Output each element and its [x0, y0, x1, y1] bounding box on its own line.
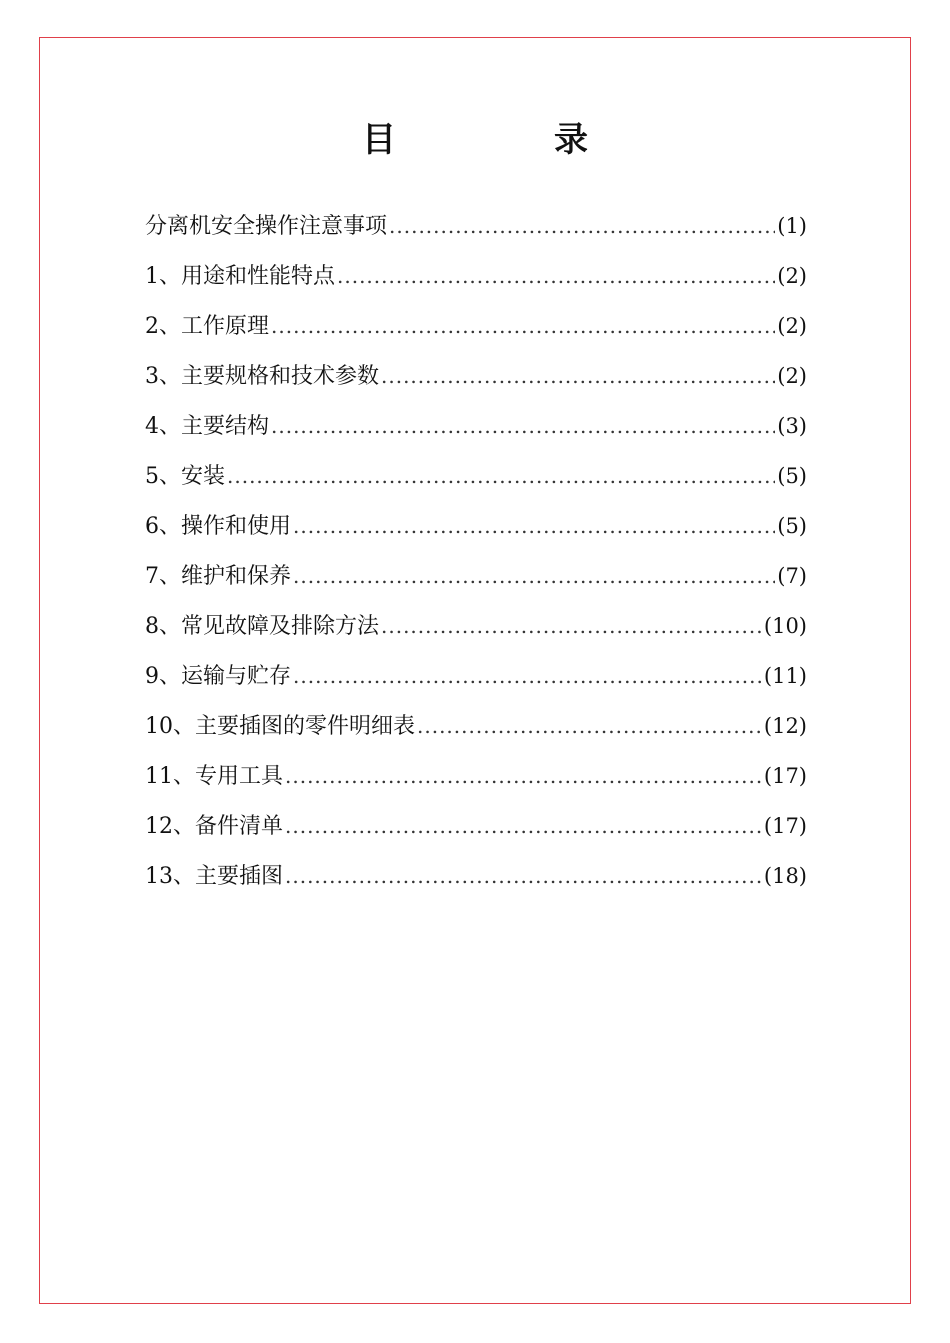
toc-dot-leader	[389, 206, 775, 246]
toc-item-label: 分离机安全操作注意事项	[145, 214, 388, 239]
toc-item-page: (2)	[777, 314, 807, 338]
toc-item-label: 13、主要插图	[145, 864, 283, 889]
toc-dot-leader	[293, 556, 775, 596]
toc-item-label: 10、主要插图的零件明细表	[145, 714, 415, 739]
toc-item-page: (7)	[777, 564, 807, 588]
toc-item[interactable]	[145, 406, 807, 456]
toc-item-page: (1)	[777, 214, 807, 238]
toc-dot-leader	[285, 856, 762, 896]
toc-item[interactable]	[145, 756, 807, 806]
toc-item-page: (11)	[763, 664, 807, 688]
toc-item[interactable]	[145, 356, 807, 406]
toc-item[interactable]	[145, 256, 807, 306]
toc-item-label: 7、维护和保养	[145, 564, 291, 589]
toc-dot-leader	[293, 506, 775, 546]
toc-item-page: (2)	[777, 364, 807, 388]
toc-item-page: (18)	[763, 864, 807, 888]
table-of-contents	[145, 206, 807, 906]
toc-dot-leader	[271, 406, 775, 446]
toc-item-label: 4、主要结构	[145, 414, 269, 439]
toc-item-label: 2、工作原理	[145, 314, 269, 339]
toc-item-page: (3)	[777, 414, 807, 438]
toc-item-label: 8、常见故障及排除方法	[145, 614, 379, 639]
toc-item[interactable]	[145, 706, 807, 756]
toc-item[interactable]	[145, 306, 807, 356]
toc-item-label: 3、主要规格和技术参数	[145, 364, 379, 389]
toc-item-label: 6、操作和使用	[145, 514, 291, 539]
toc-item[interactable]	[145, 556, 807, 606]
toc-item[interactable]	[145, 656, 807, 706]
toc-item[interactable]	[145, 606, 807, 656]
toc-item-page: (17)	[763, 814, 807, 838]
toc-item-label: 1、用途和性能特点	[145, 264, 335, 289]
toc-dot-leader	[285, 806, 762, 846]
toc-item-label: 12、备件清单	[145, 814, 283, 839]
toc-dot-leader	[417, 706, 762, 746]
toc-dot-leader	[337, 256, 775, 296]
toc-item-page: (5)	[777, 514, 807, 538]
toc-item-label: 11、专用工具	[145, 764, 283, 789]
toc-item[interactable]	[145, 856, 807, 906]
toc-item-label: 9、运输与贮存	[145, 664, 291, 689]
toc-item[interactable]	[145, 506, 807, 556]
toc-item-label: 5、安装	[145, 464, 225, 489]
toc-dot-leader	[285, 756, 762, 796]
toc-item-page: (5)	[777, 464, 807, 488]
toc-dot-leader	[293, 656, 762, 696]
toc-item-page: (17)	[763, 764, 807, 788]
page-title: 目 录	[362, 120, 650, 160]
toc-item[interactable]	[145, 206, 807, 256]
toc-dot-leader	[381, 606, 762, 646]
toc-item-page: (2)	[777, 264, 807, 288]
toc-dot-leader	[381, 356, 775, 396]
toc-item-page: (10)	[763, 614, 807, 638]
toc-item[interactable]	[145, 806, 807, 856]
toc-dot-leader	[227, 456, 775, 496]
toc-item-page: (12)	[763, 714, 807, 738]
toc-dot-leader	[271, 306, 775, 346]
toc-item[interactable]	[145, 456, 807, 506]
